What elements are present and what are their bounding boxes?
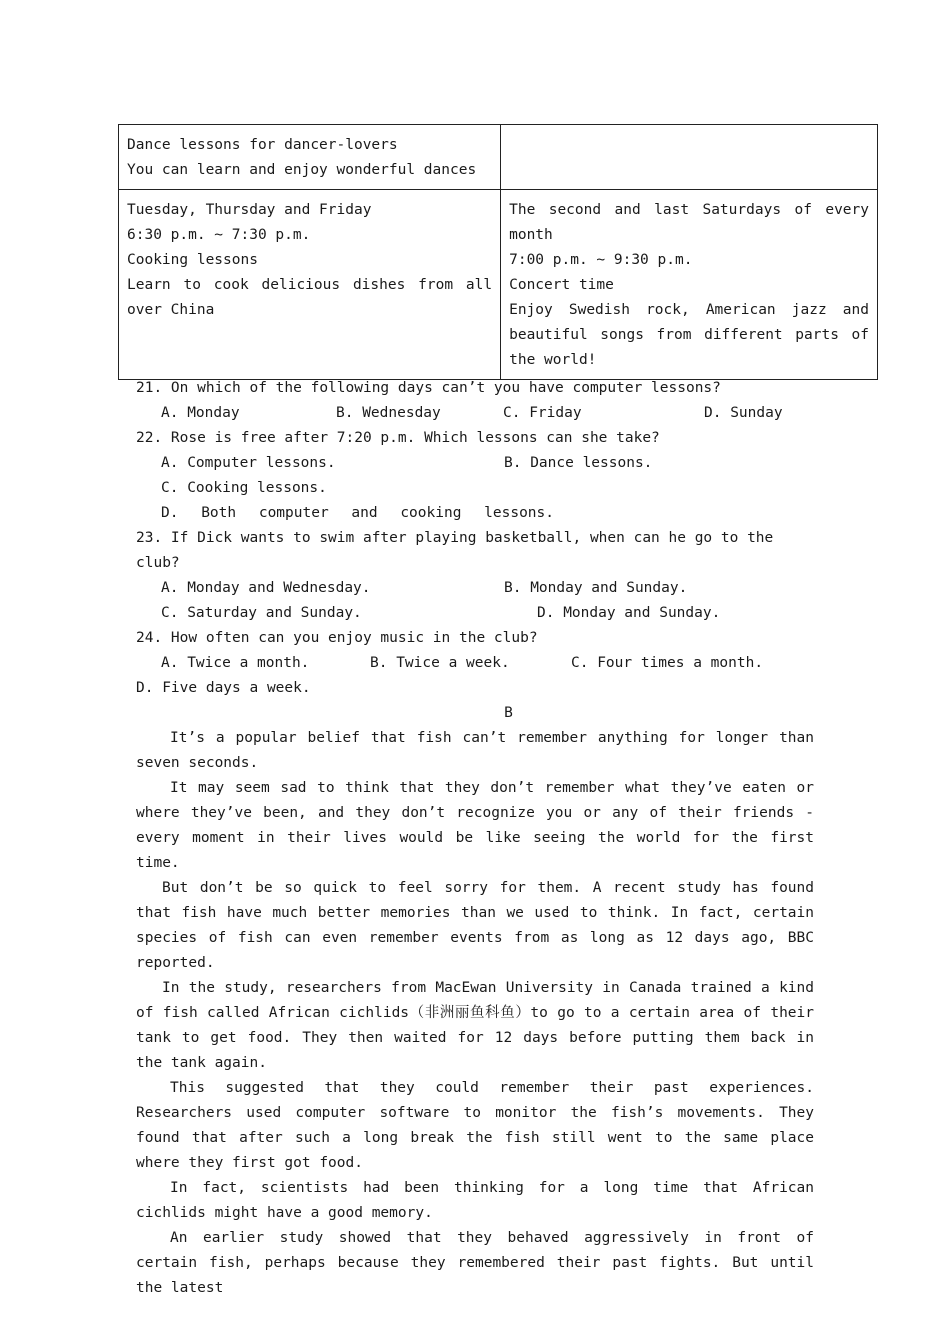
option-b: B. Dance lessons. <box>504 455 653 471</box>
question-23: 23. If Dick wants to swim after playing basketball, when can he go to the club? <box>136 530 774 571</box>
cooking-time: 6:30 p.m. ~ 7:30 p.m. <box>127 227 311 243</box>
option-a: A. Monday and Wednesday. <box>161 580 371 596</box>
passage-paragraph: In the study, researchers from MacEwan University in Canada trained a kind of fish called African cichlids（非洲丽鱼科鱼）to go to a certain area of their tank to get food. They then waited for 12 days before putting them back in the tank again. <box>136 980 814 1071</box>
table-cell-concert <box>501 190 878 380</box>
option-c: C. Four times a month. <box>571 655 764 671</box>
table-row <box>119 125 878 190</box>
option-a: A. Monday <box>161 405 240 421</box>
passage-paragraph: In fact, scientists had been thinking for a long time that African cichlids might have a good memory. <box>136 1180 814 1221</box>
option-a: A. Twice a month. <box>161 655 310 671</box>
table-cell-empty <box>501 125 878 190</box>
option-b: B. Wednesday <box>336 405 441 421</box>
option-d: D. Both computer and cooking lessons. <box>161 505 555 521</box>
table-cell-cooking <box>119 190 501 380</box>
questions-and-passage <box>136 376 814 1301</box>
schedule-table <box>118 124 878 380</box>
options-23-cd <box>136 601 814 626</box>
options-24 <box>136 651 814 676</box>
options-22 <box>136 451 814 476</box>
dance-lessons-desc: You can learn and enjoy wonderful dances <box>127 162 477 178</box>
passage-paragraph: It’s a popular belief that fish can’t remember anything for longer than seven seconds. <box>136 730 814 771</box>
option-d: D. Monday and Sunday. <box>537 605 721 621</box>
option-a: A. Computer lessons. <box>161 455 336 471</box>
concert-time: 7:00 p.m. ~ 9:30 p.m. <box>509 252 693 268</box>
options-24-d <box>136 676 814 701</box>
concert-desc: Enjoy Swedish rock, American jazz and beautiful songs from different parts of the world! <box>509 302 869 368</box>
question-22: 22. Rose is free after 7:20 p.m. Which lessons can she take? <box>136 430 660 446</box>
option-d: D. Five days a week. <box>136 680 311 696</box>
table-row <box>119 190 878 380</box>
option-c: C. Friday <box>503 405 582 421</box>
dance-lessons-title: Dance lessons for dancer-lovers <box>127 137 398 153</box>
options-22-cd <box>136 476 814 526</box>
table-cell-dance <box>119 125 501 190</box>
cooking-desc: Learn to cook delicious dishes from all over China <box>127 277 493 318</box>
option-b: B. Monday and Sunday. <box>504 580 688 596</box>
concert-days: The second and last Saturdays of every month <box>509 202 869 243</box>
option-b: B. Twice a week. <box>370 655 510 671</box>
option-d: D. Sunday <box>704 405 783 421</box>
question-24: 24. How often can you enjoy music in the club? <box>136 630 538 646</box>
cooking-days: Tuesday, Thursday and Friday <box>127 202 372 218</box>
option-c: C. Saturday and Sunday. <box>161 605 362 621</box>
options-23 <box>136 576 814 601</box>
cooking-title: Cooking lessons <box>127 252 258 268</box>
question-21: 21. On which of the following days can’t you have computer lessons? <box>136 380 721 396</box>
concert-title: Concert time <box>509 277 614 293</box>
passage-paragraph: It may seem sad to think that they don’t remember what they’ve eaten or where they’ve been, and they don’t recognize you or any of their friends - every moment in their lives would be like seeing the world for the first time. <box>136 780 814 871</box>
passage-paragraph: But don’t be so quick to feel sorry for them. A recent study has found that fish have much better memories than we used to think. In fact, certain species of fish can even remember events from as long as 12 days ago, BBC reported. <box>136 880 814 971</box>
passage-paragraph: An earlier study showed that they behaved aggressively in front of certain fish, perhaps because they remembered their past fights. But until the latest <box>136 1230 814 1296</box>
passage-paragraph: This suggested that they could remember their past experiences. Researchers used computer software to monitor the fish’s movements. They found that after such a long break the fish still went to the same place where they first got food. <box>136 1080 814 1171</box>
section-b-title: B <box>504 705 513 721</box>
options-21 <box>136 401 814 426</box>
option-c: C. Cooking lessons. <box>161 480 327 496</box>
